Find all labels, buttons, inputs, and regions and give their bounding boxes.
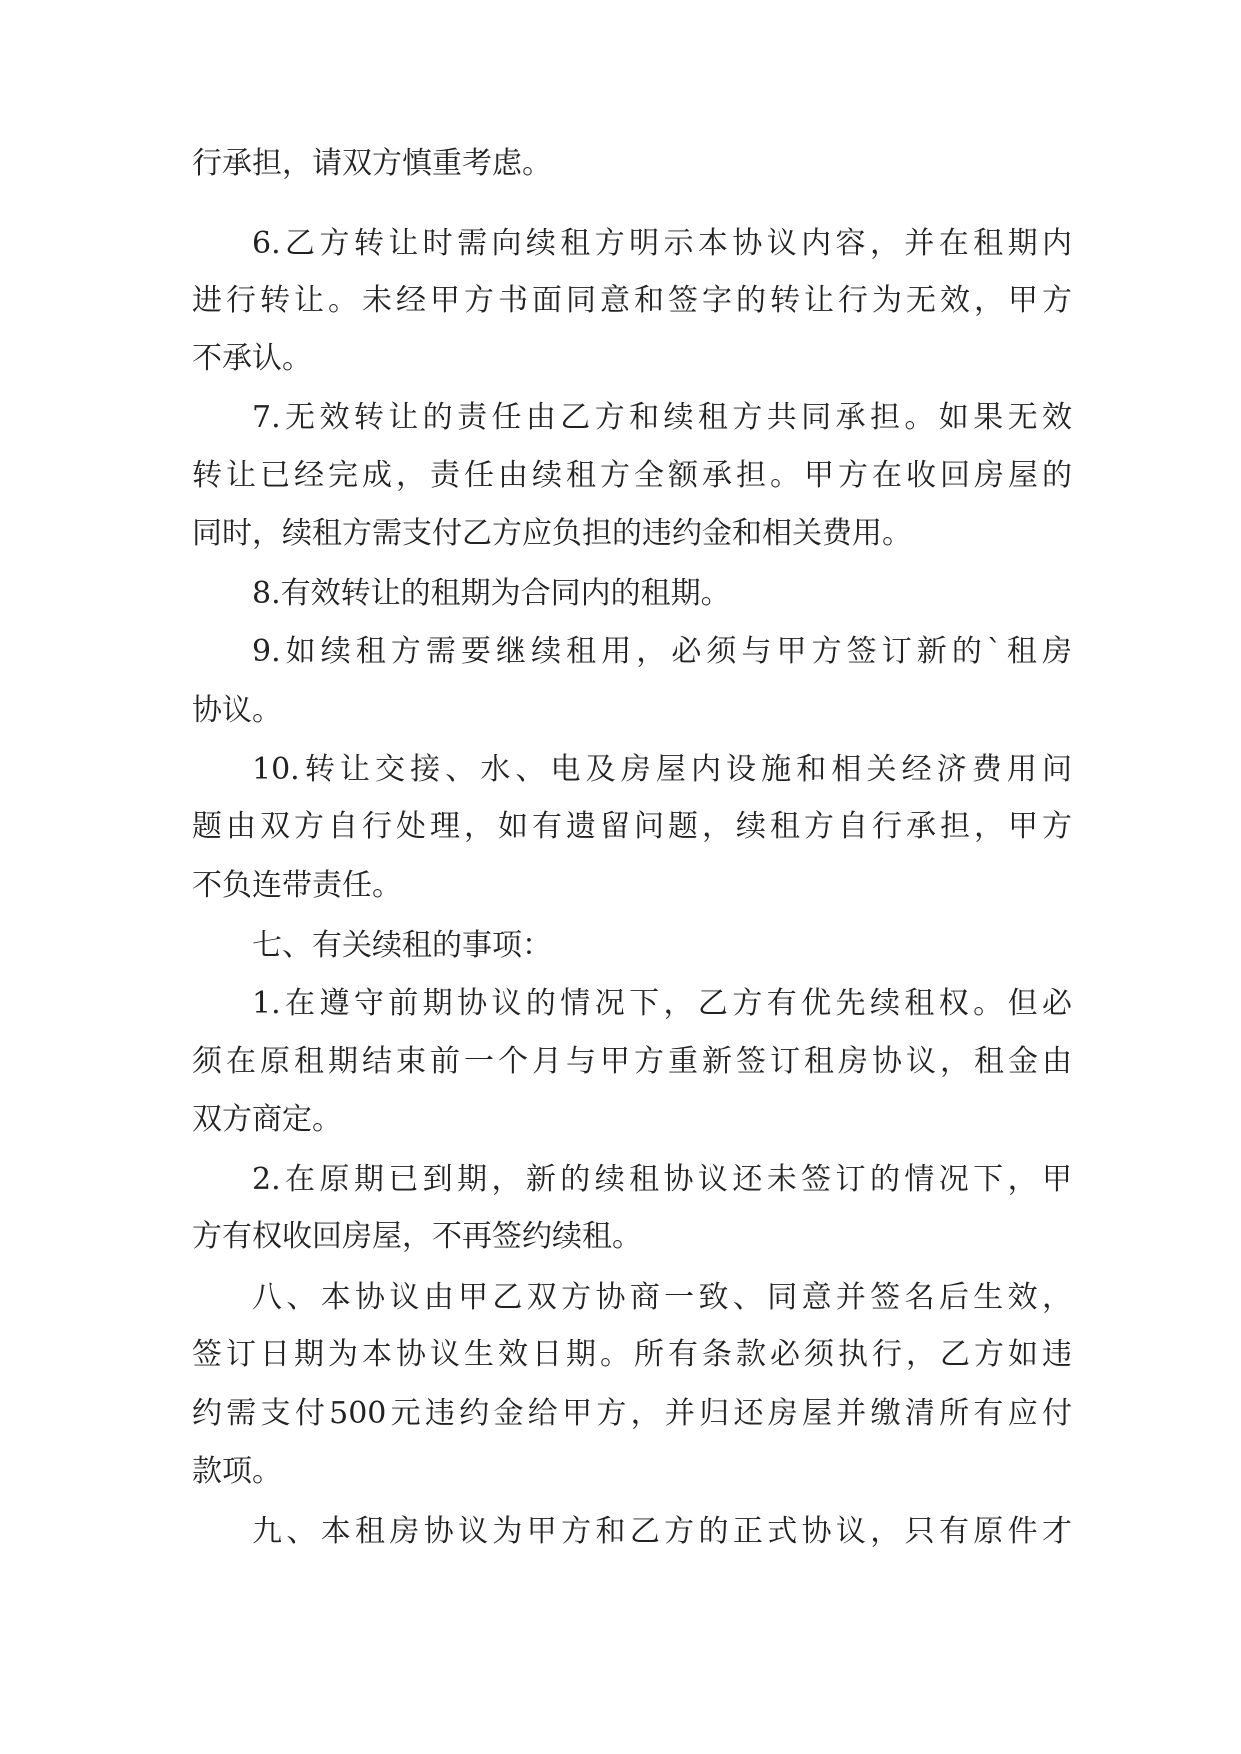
text-line: 7.无效转让的责任由乙方和续租方共同承担。如果无效 [252,400,1072,435]
section-heading: 七、有关续租的事项： [252,928,552,963]
text-line: 签订日期为本协议生效日期。所有条款必须执行，乙方如违 [192,1337,1072,1372]
text-line: 转让已经完成，责任由续租方全额承担。甲方在收回房屋的 [192,458,1072,493]
text-line: 八、本协议由甲乙双方协商一致、同意并签名后生效， [252,1280,1072,1315]
text-line: 须在原租期结束前一个月与甲方重新签订租房协议，租金由 [192,1044,1072,1079]
text-line: 2.在原期已到期，新的续租协议还未签订的情况下，甲 [252,1162,1072,1197]
text-line: 双方商定。 [192,1102,342,1137]
text-line: 不承认。 [192,341,312,376]
text-line: 行承担，请双方慎重考虑。 [192,146,552,181]
text-line: 8.有效转让的租期为合同内的租期。 [252,576,731,611]
text-line: 9.如续租方需要继续租用，必须与甲方签订新的`租房 [252,634,1072,669]
text-line: 进行转让。未经甲方书面同意和签字的转让行为无效，甲方 [192,283,1072,318]
text-line: 6.乙方转让时需向续租方明示本协议内容，并在租期内 [252,226,1072,261]
text-line: 题由双方自行处理，如有遗留问题，续租方自行承担，甲方 [192,809,1072,844]
text-line: 九、本租房协议为甲方和乙方的正式协议，只有原件才 [252,1514,1072,1549]
text-line: 不负连带责任。 [192,868,402,903]
text-line: 约需支付500元违约金给甲方，并归还房屋并缴清所有应付 [192,1396,1072,1431]
text-line: 协议。 [192,693,282,728]
text-line: 10.转让交接、水、电及房屋内设施和相关经济费用问 [252,752,1072,787]
text-line: 1.在遵守前期协议的情况下，乙方有优先续租权。但必 [252,986,1072,1021]
text-line: 方有权收回房屋，不再签约续租。 [192,1219,642,1254]
text-line: 同时，续租方需支付乙方应负担的违约金和相关费用。 [192,516,912,551]
text-line: 款项。 [192,1454,282,1489]
